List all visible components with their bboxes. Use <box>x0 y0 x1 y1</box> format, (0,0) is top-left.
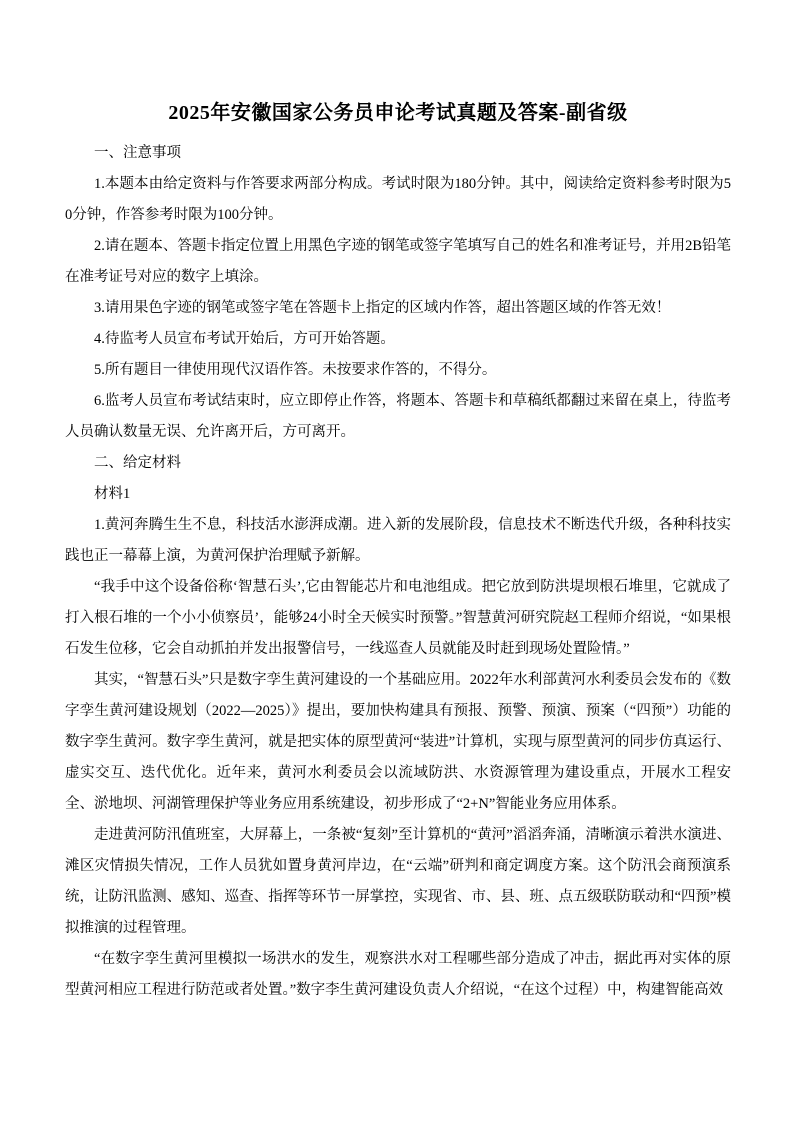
material-paragraph-4: 走进黄河防汛值班室，大屏幕上，一条被“复刻”至计算机的“黄河”滔滔奔涌，清晰演示着洪水演进、滩区灾情损失情况，工作人员犹如置身黄河岸边，在“云端”研判和商定调度方案。这个防汛会商预演系统，让防汛监测、感知、巡查、指挥等环节一屏掌控，实现省、市、县、班、点五级联防联动和“四预”模拟推演的过程管理。 <box>65 827 731 936</box>
notice-item-5: 5.所有题目一律使用现代汉语作答。未按要求作答的，不得分。 <box>94 362 497 378</box>
notice-item-2: 2.请在题本、答题卡指定位置上用黑色字迹的钢笔或签字笔填写自己的姓名和准考证号，并用2B铅笔在准考证号对应的数字上填涂。 <box>65 238 731 285</box>
notice-item-3: 3.请用果色字迹的钢笔或签字笔在答题卡上指定的区域内作答，超出答题区域的作答无效！ <box>94 300 671 316</box>
page-title: 2025年安徽国家公务员申论考试真题及答案-副省级 <box>168 102 628 124</box>
materials-section-heading: 二、给定材料 <box>94 455 181 471</box>
material-label: 材料1 <box>94 486 131 502</box>
notice-item-6: 6.监考人员宣布考试结束时，应立即停止作答，将题本、答题卡和草稿纸都翻过来留在桌上，待监考人员确认数量无误、允许离开后，方可离开。 <box>65 393 731 440</box>
notice-section-heading: 一、注意事项 <box>94 145 181 161</box>
notice-item-1: 1.本题本由给定资料与作答要求两部分构成。考试时限为180分钟。其中，阅读给定资料参考时限为50分钟，作答参考时限为100分钟。 <box>65 176 731 223</box>
material-paragraph-3: 其实，“智慧石头”只是数字孪生黄河建设的一个基础应用。2022年水利部黄河水利委员会发布的《数字孪生黄河建设规划（2022—2025）》提出，要加快构建具有预报、预警、预演、预案（“四预”）功能的数字孪生黄河。数字孪生黄河，就是把实体的原型黄河“装进”计算机，实现与原型黄河的同步仿真运行、虚实交互、迭代优化。近年来，黄河水利委员会以流域防洪、水资源管理为建设重点，开展水工程安全、淤地坝、河湖管理保护等业务应用系统建设，初步形成了“2+N”智能业务应用体系。 <box>65 672 731 812</box>
material-paragraph-2: “我手中这个设备俗称‘智慧石头’,它由智能芯片和电池组成。把它放到防洪堤坝根石堆里，它就成了打入根石堆的一个小小侦察员’，能够24小时全天候实时预警。”智慧黄河研究院赵工程师介绍说，“如果根石发生位移，它会自动抓拍并发出报警信号，一线巡查人员就能及时赶到现场处置险情。” <box>65 579 731 657</box>
material-paragraph-1: 1.黄河奔腾生生不息，科技活水澎湃成潮。进入新的发展阶段，信息技术不断迭代升级，各种科技实践也正一幕幕上演，为黄河保护治理赋予新解。 <box>65 517 731 564</box>
material-paragraph-5: “在数字孪生黄河里模拟一场洪水的发生，观察洪水对工程哪些部分造成了冲击，据此再对实体的原型黄河相应工程进行防范或者处置。”数字李生黄河建设负责人介绍说，“在这个过程）中，构建智能高效 <box>65 951 731 998</box>
notice-item-4: 4.待监考人员宣布考试开始后，方可开始答题。 <box>94 331 395 347</box>
